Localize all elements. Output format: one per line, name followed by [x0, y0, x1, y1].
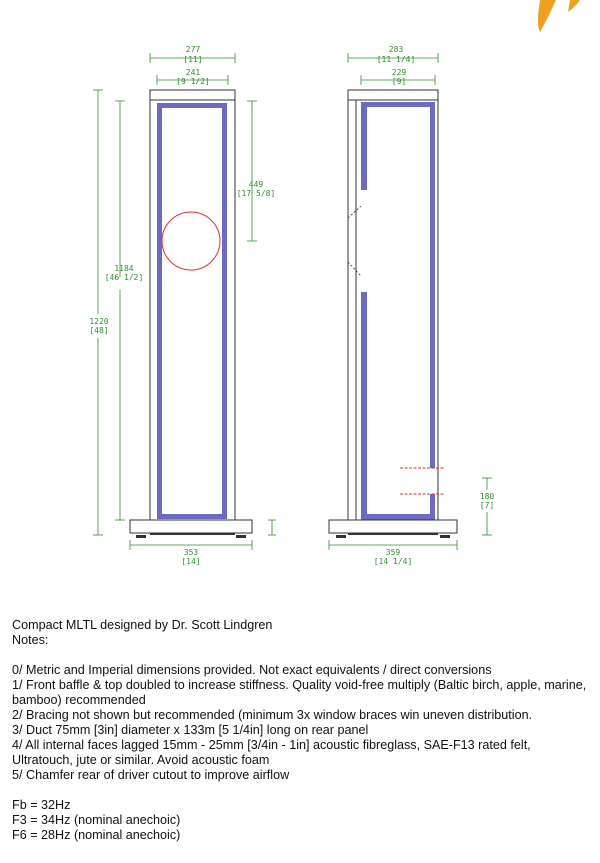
dim-inner-height — [105, 101, 144, 520]
svg-text:229: 229 — [391, 68, 407, 77]
svg-text:[11]: [11] — [183, 55, 203, 64]
svg-text:1184: 1184 — [114, 264, 134, 273]
svg-text:[14 1/4]: [14 1/4] — [373, 557, 413, 566]
dim-front-outer-width — [150, 45, 235, 64]
svg-text:[46 1/2]: [46 1/2] — [104, 273, 144, 282]
side-rear-panel — [430, 102, 435, 468]
dim-front-inner-width — [157, 68, 228, 86]
side-front-panel-upper — [361, 102, 367, 190]
svg-text:277: 277 — [185, 45, 201, 54]
svg-text:353: 353 — [183, 548, 199, 557]
svg-text:[14]: [14] — [181, 557, 201, 566]
svg-text:1220: 1220 — [89, 317, 109, 326]
svg-text:359: 359 — [385, 548, 401, 557]
dim-front-base-width — [130, 540, 252, 566]
front-foot-right — [236, 535, 246, 538]
side-view — [329, 45, 494, 566]
note-item: 5/ Chamfer rear of driver cutout to improve airflow — [12, 768, 290, 782]
side-base — [329, 520, 457, 533]
svg-text:283: 283 — [388, 45, 404, 54]
svg-text:[17 5/8]: [17 5/8] — [236, 189, 276, 198]
logo-mark — [538, 0, 580, 32]
dim-side-base-depth — [329, 540, 457, 566]
spec-fb: Fb = 32Hz — [12, 798, 71, 812]
note-item: 4/ All internal faces lagged 15mm - 25mm [3/4in - 1in] acoustic fibreglass, SAE-F13 rated felt, Ultratouch, jute or similar. Avoid acoustic foam — [12, 738, 531, 767]
driver-cutout — [162, 212, 220, 270]
note-item: 1/ Front baffle & top doubled to increase stiffness. Quality void-free multiply (Baltic birch, apple, marine, bamboo) recommended — [12, 678, 587, 707]
note-item: 3/ Duct 75mm [3in] diameter x 133m [5 1/4in] long on rear panel — [12, 723, 369, 737]
svg-text:[9]: [9] — [391, 77, 407, 86]
dim-duct-height — [480, 478, 495, 535]
front-view — [89, 45, 276, 566]
svg-text:180: 180 — [479, 492, 495, 501]
svg-text:[9 1/2]: [9 1/2] — [176, 77, 210, 86]
note-item: 2/ Bracing not shown but recommended (minimum 3x window braces win uneven distribution. — [12, 708, 533, 722]
side-foot-right — [440, 535, 450, 538]
svg-text:[48]: [48] — [89, 326, 109, 335]
side-foot-left — [336, 535, 346, 538]
svg-text:241: 241 — [185, 68, 201, 77]
dim-side-outer-depth — [348, 45, 438, 64]
spec-f3: F3 = 34Hz (nominal anechoic) — [12, 813, 181, 827]
design-notes — [12, 618, 592, 843]
dim-side-inner-depth — [361, 68, 435, 86]
notes-title: Compact MLTL designed by Dr. Scott Lindgren — [12, 618, 273, 632]
front-foot-left — [136, 535, 146, 538]
notes-heading: Notes: — [12, 633, 49, 647]
spec-f6: F6 = 28Hz (nominal anechoic) — [12, 828, 181, 842]
svg-text:[7]: [7] — [479, 501, 495, 510]
svg-text:449: 449 — [248, 180, 264, 189]
note-item: 0/ Metric and Imperial dimensions provided. Not exact equivalents / direct conversions — [12, 663, 492, 677]
dim-driver-height — [237, 101, 276, 241]
dim-overall-height — [89, 90, 108, 535]
svg-text:[11 1/4]: [11 1/4] — [376, 55, 416, 64]
front-base — [130, 520, 252, 533]
side-front-panel-lower — [361, 292, 367, 520]
